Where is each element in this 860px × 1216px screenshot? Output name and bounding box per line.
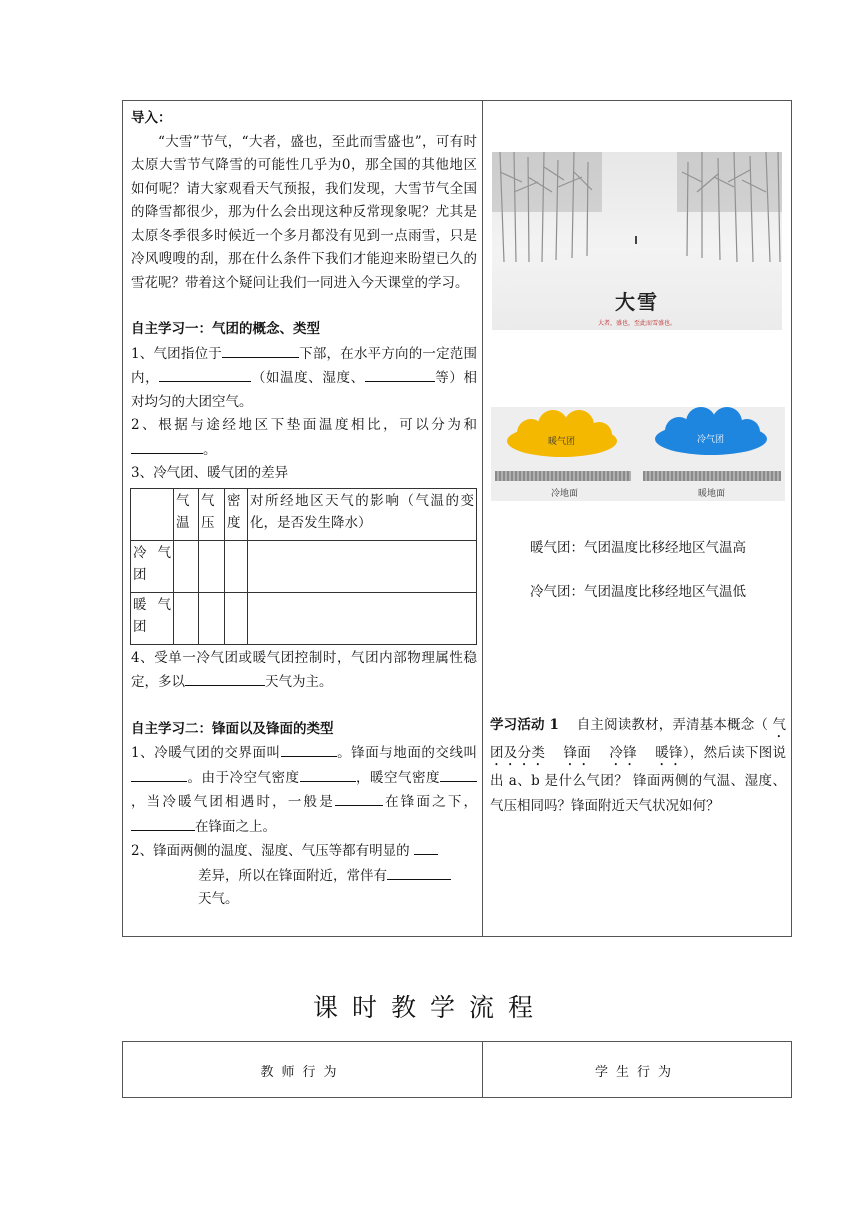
study2-q2-cont: 差异，所以在锋面附近，常伴有 bbox=[131, 864, 477, 889]
airmass-clouds bbox=[491, 407, 785, 469]
cold-cloud-label: 冷气团 bbox=[697, 435, 725, 445]
table-header-cell: 密度 bbox=[225, 488, 248, 540]
teacher-column-header: 教师行为 bbox=[260, 1065, 345, 1080]
flow-table bbox=[122, 1041, 792, 1098]
snow-forest-image bbox=[492, 152, 782, 330]
table-row-label: 暖 气团 bbox=[131, 592, 174, 644]
snow-image-title: 大雪 bbox=[615, 290, 659, 314]
blank[interactable] bbox=[414, 839, 438, 855]
snow-image-subtitle: 大者，盛也，至此而雪盛也。 bbox=[597, 320, 676, 327]
blank[interactable] bbox=[131, 766, 187, 782]
table-header-cell bbox=[131, 488, 174, 540]
blank[interactable] bbox=[222, 342, 299, 358]
table-cell[interactable] bbox=[248, 592, 477, 644]
cold-airmass-caption: 冷气团：气团温度比移经地区气温低 bbox=[530, 584, 746, 600]
page-title: 课时教学流程 bbox=[312, 993, 547, 1022]
study1-q2: 2、根据与途经地区下垫面温度相比，可以分为和。 bbox=[131, 417, 477, 458]
snowy-trees-graphic bbox=[492, 152, 782, 262]
table-cell[interactable] bbox=[199, 540, 225, 592]
blank[interactable] bbox=[365, 366, 435, 382]
table-header-cell: 气温 bbox=[174, 488, 199, 540]
table-cell[interactable] bbox=[199, 592, 225, 644]
intro-heading: 导入： bbox=[131, 110, 172, 126]
study1-q3: 3、冷气团、暖气团的差异 bbox=[131, 465, 289, 481]
warm-cloud-label: 暖气团 bbox=[548, 437, 576, 447]
study1-q4: 4、受单一冷气团或暖气团控制时，气团内部物理属性稳定，多以 天气为主。 bbox=[131, 649, 477, 690]
study2-q2: 2、锋面两侧的温度、湿度、气压等都有明显的 bbox=[131, 839, 477, 864]
cold-ground-label: 冷地面 bbox=[551, 489, 579, 499]
study1-heading: 自主学习一：气团的概念、类型 bbox=[131, 321, 320, 337]
column-divider bbox=[482, 101, 483, 936]
student-column-header: 学生行为 bbox=[594, 1065, 679, 1080]
blank[interactable] bbox=[159, 366, 251, 382]
learning-activity: 学习活动 1 自主阅读教材，弄清基本概念（ 气团及分类 锋面 冷锋 暖锋），然后读下图说出 a、b 是什么气团？ 锋面两侧的气温、湿度、气压相同吗？锋面附近天气状况如何？ bbox=[490, 717, 787, 814]
blank[interactable] bbox=[131, 438, 203, 454]
blank[interactable] bbox=[281, 741, 337, 757]
study1-q1: 1、气团指位于 下部，在水平方向的一定范围内， （如温度、湿度、 等）相对均匀的大团空气。 bbox=[131, 342, 477, 415]
study2-heading: 自主学习二：锋面以及锋面的类型 bbox=[131, 720, 334, 737]
blank[interactable] bbox=[300, 766, 356, 782]
table-row-label: 冷 气团 bbox=[131, 540, 174, 592]
table-header-cell: 气压 bbox=[199, 488, 225, 540]
airmass-diagram bbox=[491, 407, 785, 501]
lesson-table bbox=[122, 100, 792, 937]
intro-paragraph: “大雪”节气，“大者，盛也，至此而雪盛也”，可有时太原大雪节气降雪的可能性几乎为0，那全国的其他地区如何呢？请大家观看天气预报，我们发现，大雪节气全国的降雪都很少，那为什么会出现这种反常现象呢？尤其是太原冬季很多时候近一个多月都没有见到一点雨雪，只是冷风嗖嗖的刮，那在什么条件下我们才能迎来盼望已久的雪花呢？带着这个疑问让我们一同进入今天课堂的学习。 bbox=[131, 133, 477, 291]
cold-cloud-icon bbox=[655, 407, 767, 455]
study2-q2-end: 天气。 bbox=[198, 891, 239, 907]
blank[interactable] bbox=[131, 815, 195, 831]
warm-ground-bar bbox=[643, 471, 781, 481]
blank[interactable] bbox=[440, 766, 477, 782]
study2-q1: 1、冷暖气团的交界面叫 。锋面与地面的交线叫。由于冷空气密度 ，暖空气密度，当冷暖气团相遇时，一般是 在锋面之下，在锋面之上。 bbox=[131, 741, 477, 839]
left-column bbox=[131, 107, 477, 912]
airmass-comparison-table bbox=[130, 488, 477, 645]
warm-ground-label: 暖地面 bbox=[698, 489, 726, 499]
table-cell[interactable] bbox=[225, 592, 248, 644]
cold-ground-bar bbox=[495, 471, 631, 481]
blank[interactable] bbox=[185, 670, 265, 686]
table-cell[interactable] bbox=[174, 540, 199, 592]
table-cell[interactable] bbox=[174, 592, 199, 644]
blank[interactable] bbox=[387, 864, 451, 880]
table-cell[interactable] bbox=[225, 540, 248, 592]
warm-airmass-caption: 暖气团：气团温度比移经地区气温高 bbox=[530, 540, 746, 556]
table-cell[interactable] bbox=[248, 540, 477, 592]
table-header-cell: 对所经地区天气的影响（气温的变化，是否发生降水） bbox=[248, 488, 477, 540]
blank[interactable] bbox=[335, 790, 383, 806]
